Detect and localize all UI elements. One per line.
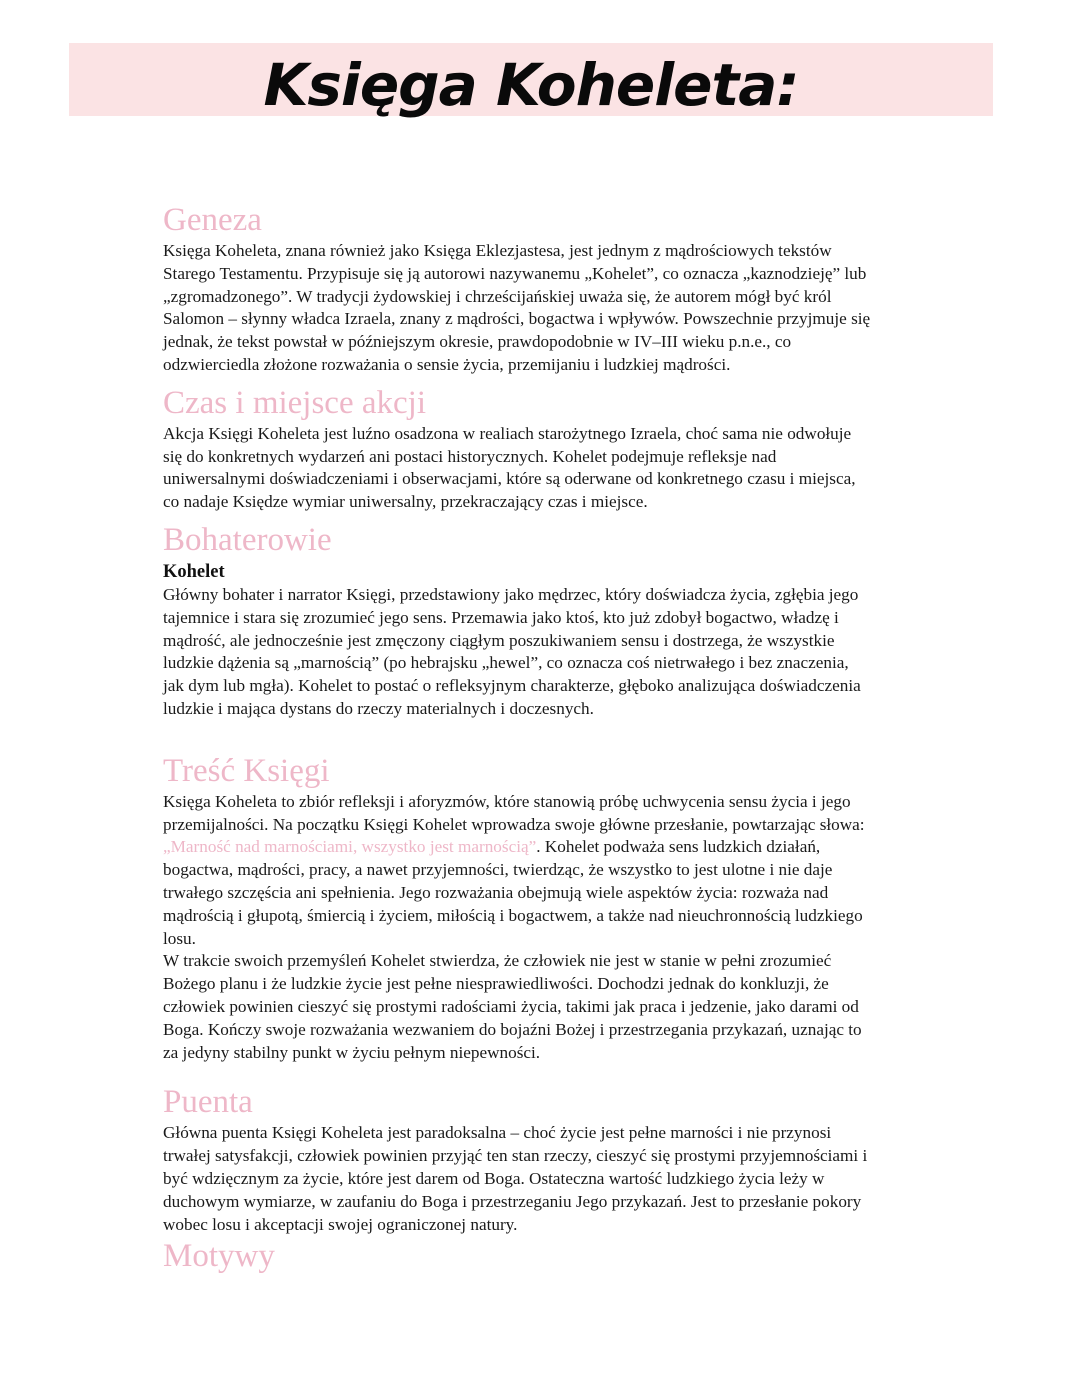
paragraph-line: Salomon – słynny władca Izraela, znany z mądrości, bogactwa i wpływów. Powszechnie przyjmuje się [163, 309, 871, 329]
paragraph-line: losu. [163, 928, 196, 948]
paragraph-line: mądrość, ale jednocześnie jest zmęczony ciągłym poszukiwaniem sensu i dostrzega, że wszystkie [163, 630, 835, 650]
paragraph-line: Główny bohater i narrator Księgi, przedstawiony jako mędrzec, który doświadcza życia, zgłębia jego [163, 584, 859, 604]
paragraph-line: trwałego szczęścia ani spełnienia. Jego rozważania obejmują wiele aspektów życia: rozważa nad [163, 882, 829, 902]
paragraph-line: za jedyny stabilny punkt w życiu pełnym niepewności. [163, 1042, 541, 1062]
paragraph-line: ludzkie dążenia są „marnością” (po hebrajsku „hewel”, co oznacza coś nietrwałego i bez znaczenia, [163, 653, 849, 673]
paragraph-line: duchowym wymiarze, w zaufaniu do Boga i przestrzeganiu Jego przykazań. Jest to przesłanie pokory [163, 1191, 862, 1211]
section-tresc-ksiegi [163, 751, 923, 1065]
page-title: Księga Koheleta: [263, 51, 799, 119]
paragraph-line: jednak, że tekst powstał w późniejszym okresie, prawdopodobnie w IV–III wieku p.n.e., co [163, 332, 792, 352]
section-heading: Geneza [163, 202, 262, 238]
paragraph-line: uniwersalnymi doświadczeniami i obserwacjami, które są oderwane od konkretnego czasu i miejsca, [163, 469, 856, 489]
section-heading: Treść Księgi [163, 752, 330, 789]
paragraph-line: „zgromadzonego”. W tradycji żydowskiej i chrześcijańskiej uważa się, że autorem mógł być król [163, 286, 832, 306]
paragraph-line: być wdzięcznym za życie, które jest darem od Boga. Ostateczna wartość ludzkiego życia leży w [163, 1168, 825, 1188]
paragraph-line: Księga Koheleta, znana również jako Księga Eklezjastesa, jest jednym z mądrościowych tekstów [163, 241, 832, 260]
paragraph-line: Bożego planu i że ludzkie życie jest pełne niesprawiedliwości. Dochodzi jednak do konkluzji, że [163, 974, 829, 994]
paragraph-line: jak dym lub mgła). Kohelet to postać o refleksyjnym charakterze, głęboko analizująca doświadczenia [163, 676, 861, 696]
paragraph-line: Księga Koheleta to zbiór refleksji i aforyzmów, które stanowią próbę uchwycenia sensu życia i jego [163, 791, 851, 811]
section-puenta [163, 1082, 923, 1236]
section-motywy [163, 1236, 923, 1276]
paragraph-line: W trakcie swoich przemyśleń Kohelet stwierdza, że człowiek nie jest w stanie w pełni zrozumieć [163, 951, 832, 971]
paragraph-line: się do konkretnych wydarzeń ani postaci historycznych. Kohelet podejmuje refleksje nad [163, 446, 777, 466]
quote-continuation: . Kohelet podważa sens ludzkich działań, [536, 837, 821, 857]
paragraph-line: tajemnice i stara się zrozumieć jego sens. Przemawia jako ktoś, kto już zdobył bogactwo, władzę i [163, 607, 839, 627]
paragraph-line: bogactwa, mądrości, pracy, a nawet przyjemności, twierdząc, że wszystko to jest ulotne i nie daje [163, 860, 833, 880]
paragraph-line: co nadaje Księdze wymiar uniwersalny, przekraczający czas i miejsce. [163, 492, 648, 512]
paragraph-line: Akcja Księgi Koheleta jest luźno osadzona w realiach starożytnego Izraela, choć sama nie odwołuje [163, 423, 852, 443]
title-banner [69, 43, 993, 119]
section-bohaterowie [163, 520, 923, 721]
paragraph-line: przemijalności. Na początku Księgi Kohelet wprowadza swoje główne przesłanie, powtarzając słowa: [163, 814, 865, 834]
paragraph-line: mądrością i głupotą, śmiercią i życiem, miłością i bogactwem, a także nad nieuchronnością ludzkiego [163, 905, 863, 925]
document-body [163, 200, 923, 1276]
paragraph-line: Starego Testamentu. Przypisuje się ją autorowi nazywanemu „Kohelet”, co oznacza „kaznodzieję” lub [163, 263, 867, 283]
paragraph-line [163, 836, 923, 859]
paragraph-line: wobec losu i akceptacji swojej ograniczonej natury. [163, 1214, 518, 1234]
paragraph-line: Boga. Kończy swoje rozważania wezwaniem do bojaźni Bożej i przestrzegania przykazań, uznając to [163, 1019, 862, 1039]
paragraph-line: Główna puenta Księgi Koheleta jest paradoksalna – choć życie jest pełne marności i nie przynosi [163, 1123, 832, 1143]
section-heading: Czas i miejsce akcji [163, 384, 426, 421]
paragraph-line: trwałej satysfakcji, człowiek powinien przyjąć ten stan rzeczy, cieszyć się prostymi przyjemnościami i [163, 1146, 868, 1166]
section-heading: Bohaterowie [163, 521, 332, 558]
section-heading: Motywy [163, 1238, 275, 1275]
paragraph-line: ludzkie i mająca dystans do rzeczy materialnych i doczesnych. [163, 698, 594, 718]
highlighted-quote: „Marność nad marnościami, wszystko jest marnością” [163, 837, 537, 857]
paragraph-line: człowiek powinien cieszyć się prostymi radościami życia, takimi jak praca i jedzenie, jako darami od [163, 996, 859, 1016]
section-heading: Puenta [163, 1084, 253, 1121]
section-czas-i-miejsce [163, 383, 923, 514]
section-geneza [163, 200, 923, 377]
paragraph-line: odzwierciedla złożone rozważania o sensie życia, przemijaniu i ludzkiej mądrości. [163, 354, 731, 374]
character-name: Kohelet [163, 561, 225, 582]
